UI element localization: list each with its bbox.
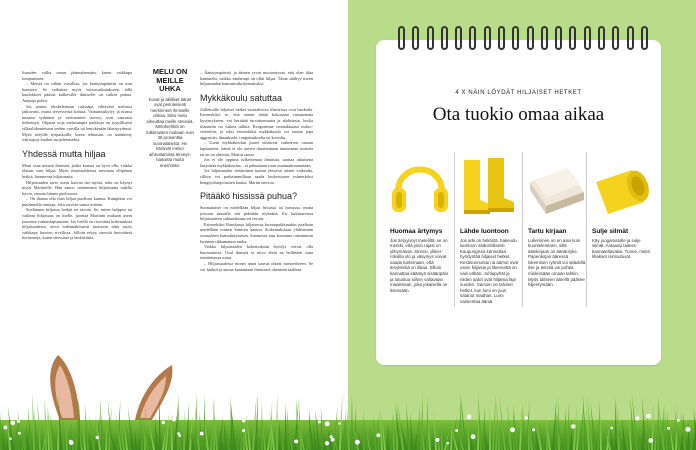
tip-text: Käy joogamatolle ja sulje silmät. Antaudu taiteen kannateltavaksi. Tunne, miten lihakset rentoutuvat. — [592, 237, 651, 260]
spiral-binding — [398, 26, 648, 52]
article-column-1 — [22, 70, 132, 332]
section-heading: Mykkäkoulu satuttaa — [200, 92, 283, 103]
paragraph: Jos hiljaisuuden sietäminen tuntuu yleisesti ottaen vaikealta, silloin voi parhaimmillaan saada keskeisissen esimerkiksi hengitysharjoitusten kautta, Martin neuvoo. — [200, 168, 313, 185]
paragraph: – Usein mykkäkoulun juuret ulottuvat vaikeuven omaan lapsuuteen: häntä ei ole aseteu ilmaisemaan tunteeanan tunteita tai ne on ohitettu, Martin sanoo. — [200, 140, 313, 157]
sidebar-title: MELU ON MEILLE UHKA — [152, 67, 188, 93]
tip-title: Sulje silmät — [592, 228, 629, 235]
paragraph: Suomalaiset on mielellään hiljaa hississä tai bussissa, mutta joissain muualla sitä pidetään töykeänä. Eri kulttuureissa hiljaisuuteen suhtaudutaan eri tavoin. — [200, 205, 313, 222]
rubber-boots-icon — [456, 152, 520, 222]
tip-read-book — [528, 228, 588, 288]
paragraph: Jos joutuu oleskelemaan riskisäpa vilttäväsä melussa jatkuvasti, mutta terveyteistä kohtaa. Vainuinsukylyy ja niussa muussa sydämen ja verisuonten terveys ovat vaarassa heikentyä. Ohjaraa voja melusampia paikkoja on tyypillisesti vilkasliikenteisten seiden varsilla tai lentokentän läheisyydessä. Myös tietyille työpaikoille, kuten tehtaisiin, on määritetty riskirajoja kuulon suojelemiseksi. — [22, 103, 132, 143]
grass-illustration — [0, 370, 696, 450]
tip-text: Lukeminen on eri asia kuin kuunteleminen, sillä äänikirjaan on äänärsyke. Paperikirjan ääressä lukemisen rytmiä voi säädellä itse ja tekstiä voi pohtia mielessään omaan tahtiin. Myös tailseen äärellä pääsee hiljentymään. — [528, 237, 586, 288]
paragraph: Joillekuille hiljaiset hetket sosiaalisissa tilanteissa ovat hankalia. Esimerkiksi se, että toinen jättää kokonaan vastaamatta kysymykseen, voi herättää turvattomuutta ja ahdistusta, koska tilanneita on vaikea tulkita. Reagoimme voimakkaasti mikrovieteeltin, ja siksi esimerkiksi mykkäkoulu voi tuntua jopa aggressiiv ilmauksela, rangaistukselta tai kostolta. — [200, 106, 313, 140]
paragraph: Hiljaisuuden tarve usein kasvaa iän myötä, näin on käynyt myös Martinelle. Hän sanoo sietäneensä hiljaisuutta tadella hyvin, samoin hänen puolisonsa. — [22, 179, 132, 196]
column-divider — [522, 152, 523, 307]
tip-notice-irritation — [390, 228, 450, 293]
paragraph: Esimerkiksi Ranskassa hiljaisessa luontopaikkasakin juteltaan mielellään tonnen ihmisen kanssa. Kokemuksiaan yhdistetään sosiaalisen kanssakäymisen. Suomessa taas koromuu ontenmmin luonnon rikkamanon rauha. — [200, 221, 313, 244]
headline: Ota tuokio omaa aikaa — [432, 104, 605, 125]
kicker-text: 4 X NÄIN LÖYDÄT HILJAISET HETKET — [455, 90, 582, 96]
tip-title: Lähde luontoon — [460, 228, 509, 235]
sidebar-text: Kovat ja äkilliset äänet ovat perinteisesti merkinneet ihmiselle uhkaa. Siksi melu aiheuttaa meille stressiä. Meluherkkiä on tutkimusten mukaan noin 38 prosenttia suomalaisista. He kärsivät melun aiheuttamista terveyshaitoista muita enemmän. — [146, 96, 194, 168]
headphones-icon — [388, 152, 452, 222]
paragraph: – On ihanaa olla ihan hiljaa puolison kanssa. Kampikin voi puuhastella omiaan, eikä tarvitse sanoa mitään. — [22, 196, 132, 207]
paragraph: lisuuden vallia oman jäänmäisemän, kuten vaikkapa lompumisen. — [22, 70, 132, 81]
tip-text: Jos arki on hektistä, hakeudu luontoon säännöllisesti. Kaupungissa kannattaa hyödyntää hiljaiset hetket. Kesäsunnuntai na aamut ovat usein hiljaisia ja likennettä on vain vähän. Juhlapyhät ja niiden aatot ovat hiljaisia läpi vuoden. Samoin ne talviset hetket, kun lumi on juuri satanut maahan. Lumi vaimentaa ääniä. — [460, 237, 519, 305]
tip-close-eyes — [592, 228, 652, 260]
paragraph: – Äänisympäristö ja äänten ryvnt muotoutuvat, että olen tilaa kannatelu, vaikka vanhempi on ollut hiljaa. Tämä sitähyy tiseen hiljaisuuden kansainväkokemuksiksi. — [200, 70, 313, 87]
tip-go-nature — [460, 228, 520, 305]
tip-title: Huomaa ärtymys — [390, 228, 443, 235]
yoga-mat-icon — [588, 152, 652, 222]
paragraph: Jos ei ole oppinut tulkeisemaa ilmaisua, saattaa aikuisena harjoittaa mykkäkoulua – ei pahuutaan vaan osaamattomuuttaan. — [200, 157, 313, 168]
paragraph: – Meistä on vältän varsillisa, jos käntyimpämisti on niin haastava. Se vaikuttaa myös vuorovaikutukseen, tällä kuulokkeet päässä kulkevalle ihmiselle on vaikea puhua. Ampuja pohtii. — [22, 81, 132, 103]
column-divider — [454, 152, 455, 307]
section-heading: Pitääkö hississä puhua? — [200, 191, 298, 202]
tip-text: Jos ärsyynnyt meteliltä, se on merkki, että jokin rajasi on ylittymässä. Stressi, ylikierroksilla olo ja väsymys voivat saada tuntemaan, että ärsykkeitä on liikaa. Silloin kannattaa kääntyä sisäänpäin ja tutustua siihen valtavaan maailmaan, joka jokaisella on itsessään. — [390, 237, 449, 293]
notebook-card — [376, 40, 661, 365]
section-heading: Yhdessä mutta hiljaa — [22, 148, 106, 159]
paragraph: Stetlämme hiljaista hetkiä eri tavoin. Se, miten helppoa tai vaikeaa hiljaisuus on itselle, juontaa Martinin mukaan usein juurensa varhaislapsuuteen. Jos lieellä on ristiväinä kokemuksia hiljaisuudesta, aivot todennäköisesti tuottavat niitä myös vaikkapa luovien sivellissa. Silloin erityy stressiä herivättetä hormoneja, kuten stressissä ja endorfiinia. — [22, 207, 132, 241]
book-icon — [524, 152, 588, 222]
tip-title: Tartu kirjaan — [528, 228, 567, 235]
sidebar-box — [146, 68, 194, 168]
paragraph: Vaikka hiljaisuuden kokemuksiin hyödyt voivat olla huomattavia. Osal ihmisiä ei niivo ehtiä ne hellittäen sona tonttiettavaa asiaa. — [200, 244, 313, 261]
paragraph: Moni osaa nimetä ihmisen, jonka kanssa on hyvä olla, vaikka olaisin vain hiljaa. Myös ihmissuhteissa tarvitaan ellipenen hetkiä, luonnevaa hiljaisuutta. — [22, 162, 132, 179]
article-column-2 — [200, 70, 313, 415]
paragraph: – Hiljaisuudessa monet antat suuvat oikeat mietavihteen. Se voi hätkyä ja auttaa kantamaan ihmisestä ohenteen taakkaa. — [200, 261, 313, 272]
